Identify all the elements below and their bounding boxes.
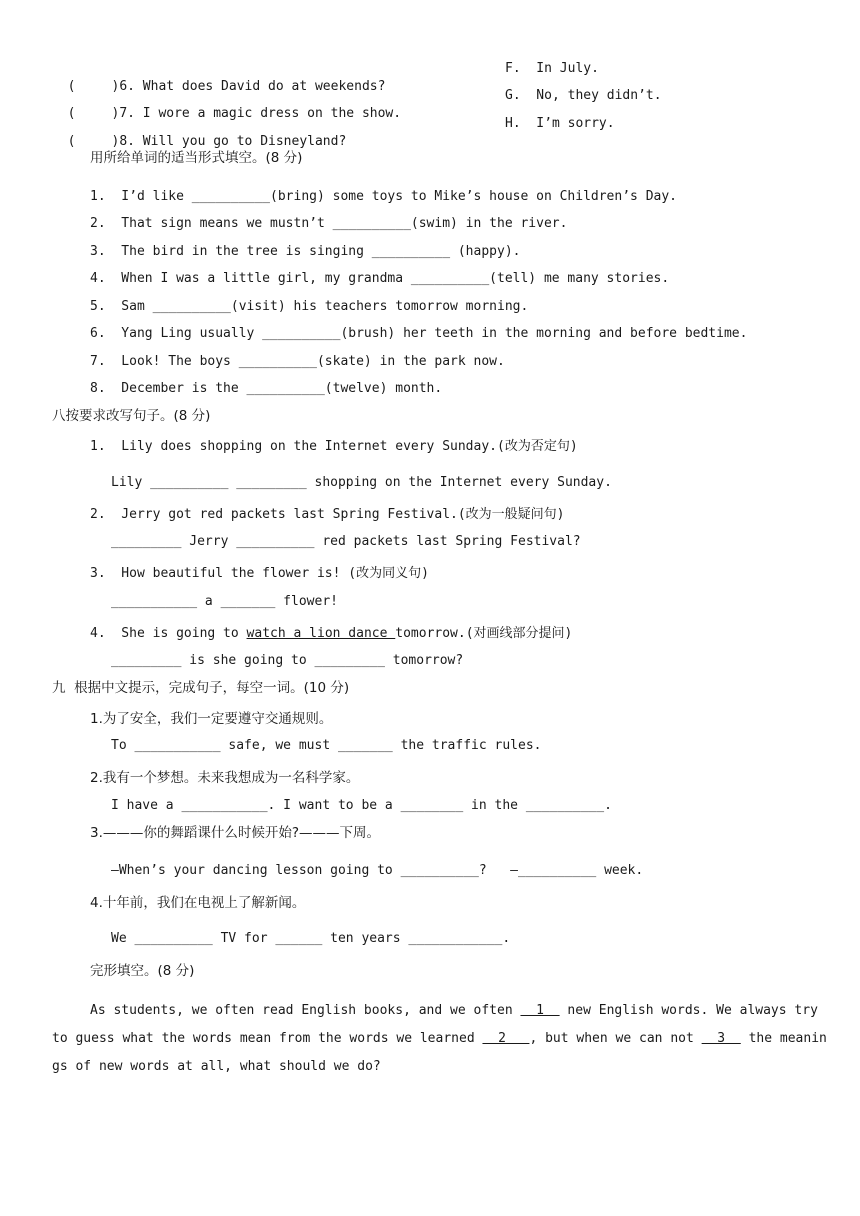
matching-answer-h: H. I’m sorry. — [505, 116, 615, 131]
translate-cn-1: 1.为了安全，我们一定要遵守交通规则。 — [90, 711, 333, 727]
rewrite-answer-3: ___________ a _______ flower! — [111, 594, 338, 609]
fill-item-8: 8. December is the __________(twelve) month. — [90, 381, 443, 396]
cloze-text: , but when we can not — [529, 1031, 702, 1046]
translate-en-1: To ___________ safe, we must _______ the traffic rules. — [111, 738, 542, 753]
fill-item-7: 7. Look! The boys __________(skate) in the park now. — [90, 354, 505, 369]
cloze-blank-3[interactable]: 3 — [701, 1031, 741, 1046]
section-8-title: 八按要求改写句子。(8 分) — [52, 408, 211, 424]
matching-question: 6. What does David do at weekends? — [119, 79, 386, 94]
translate-cn-3: 3.———你的舞蹈课什么时候开始?———下周。 — [90, 825, 381, 841]
cloze-blank-1[interactable]: 1 — [520, 1003, 560, 1018]
fill-item-1: 1. I’d like __________(bring) some toys to Mike’s house on Children’s Day. — [90, 189, 677, 204]
translate-cn-2: 2.我有一个梦想。未来我想成为一名科学家。 — [90, 770, 360, 786]
underlined-phrase: watch a lion dance — [246, 626, 396, 641]
fill-item-4: 4. When I was a little girl, my grandma __________(tell) me many stories. — [90, 271, 670, 286]
rewrite-question-1: 1. Lily does shopping on the Internet every Sunday.(改为否定句) — [90, 439, 578, 454]
translate-en-4: We __________ TV for ______ ten years ____________. — [111, 931, 511, 946]
section-7-title: 用所给单词的适当形式填空。(8 分) — [90, 150, 303, 166]
translate-en-3: —When’s your dancing lesson going to __________? —__________ week. — [111, 863, 644, 878]
rewrite-question-2: 2. Jerry got red packets last Spring Festival.(改为一般疑问句) — [90, 507, 565, 522]
fill-item-3: 3. The bird in the tree is singing __________ (happy). — [90, 244, 521, 259]
cloze-text: to guess what the words mean from the words we learned — [52, 1031, 483, 1046]
cloze-blank-2[interactable]: 2 — [482, 1031, 530, 1046]
fill-item-2: 2. That sign means we mustn’t __________(swim) in the river. — [90, 216, 568, 231]
fill-item-6: 6. Yang Ling usually __________(brush) her teeth in the morning and before bedtime. — [90, 326, 748, 341]
matching-question: 8. Will you go to Disneyland? — [119, 134, 347, 149]
cloze-text: new English words. We always try — [559, 1003, 818, 1018]
cloze-line-3: gs of new words at all, what should we do? — [52, 1059, 381, 1074]
answer-paren-close: ) — [111, 79, 120, 94]
rewrite-answer-2: _________ Jerry __________ red packets last Spring Festival? — [111, 534, 581, 549]
matching-question: 7. I wore a magic dress on the show. — [119, 106, 402, 121]
answer-paren-open: ( — [67, 79, 76, 94]
section-9-title: 九 根据中文提示，完成句子，每空一词。(10 分) — [52, 680, 350, 696]
rewrite-answer-1: Lily __________ _________ shopping on the Internet every Sunday. — [111, 475, 612, 490]
answer-paren-open: ( — [67, 134, 76, 149]
cloze-text: As students, we often read English books, and we often — [90, 1003, 521, 1018]
rewrite-answer-4: _________ is she going to _________ tomorrow? — [111, 653, 464, 668]
answer-paren-close: ) — [111, 134, 120, 149]
answer-paren-open: ( — [67, 106, 76, 121]
answer-paren-close: ) — [111, 106, 120, 121]
translate-cn-4: 4.十年前，我们在电视上了解新闻。 — [90, 895, 306, 911]
question-text: tomorrow.(对画线部分提问) — [395, 626, 573, 641]
rewrite-question-4 — [90, 625, 572, 643]
cloze-line-2 — [52, 1030, 827, 1048]
rewrite-question-3: 3. How beautiful the flower is! (改为同义句) — [90, 566, 429, 581]
matching-row-8 — [52, 115, 346, 151]
cloze-line-1 — [90, 1002, 818, 1020]
fill-item-5: 5. Sam __________(visit) his teachers tomorrow morning. — [90, 299, 529, 314]
matching-answer-f: F. In July. — [505, 61, 599, 76]
section-10-title: 完形填空。(8 分) — [90, 963, 195, 979]
cloze-text: the meanin — [740, 1031, 827, 1046]
matching-answer-g: G. No, they didn’t. — [505, 88, 662, 103]
question-text: 4. She is going to — [90, 626, 247, 641]
translate-en-2: I have a ___________. I want to be a ________ in the __________. — [111, 798, 612, 813]
